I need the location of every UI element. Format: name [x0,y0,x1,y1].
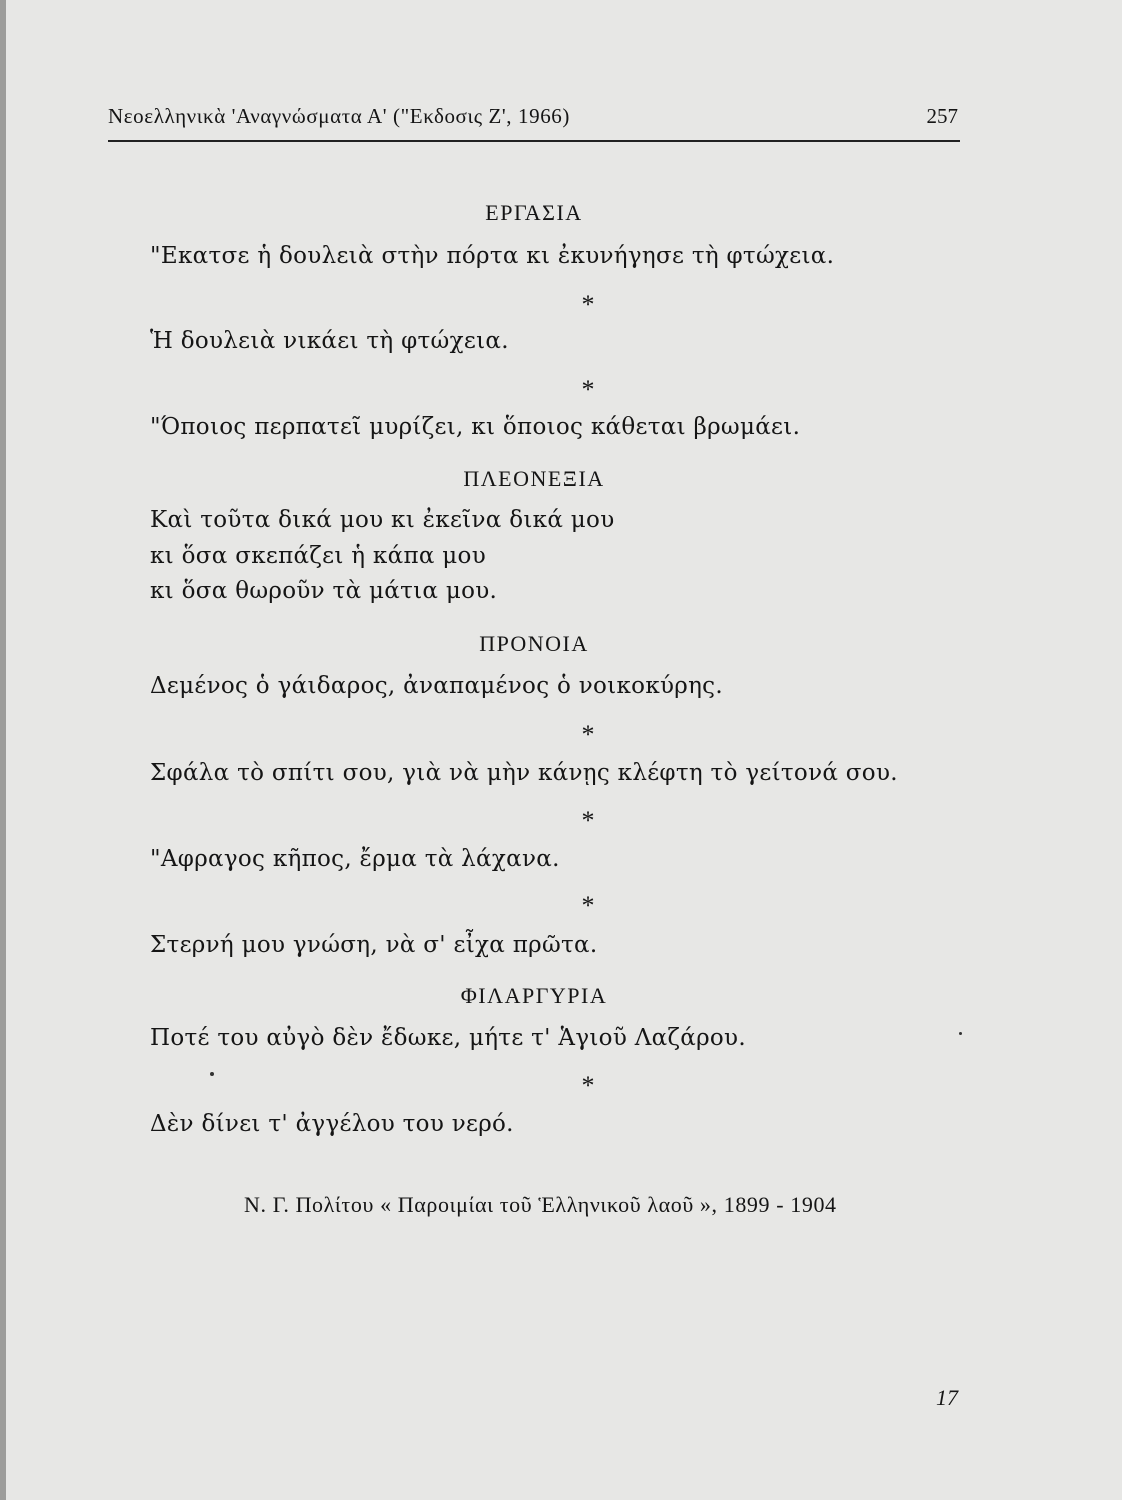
section-heading: ΕΡΓΑΣΙΑ [485,200,583,225]
section-heading: ΦΙΛΑΡΓΥΡΙΑ [460,983,608,1008]
verse-line: κι ὅσα σκεπάζει ἡ κάπα μου [150,543,486,569]
printer-signature-number: 17 [936,1385,958,1410]
separator-asterisk: * [581,720,595,749]
separator-asterisk: * [581,375,595,404]
separator-asterisk: * [581,806,595,835]
section-heading: ΠΡΟΝΟΙΑ [479,631,589,656]
proverb-line: "Εκατσε ἡ δουλειὰ στὴν πόρτα κι ἐκυνήγησε τὴ φτώχεια. [150,243,835,269]
proverb-line: "Όποιος περπατεῖ μυρίζει, κι ὅποιος κάθεται βρωμάει. [150,414,801,440]
proverb-line: Σφάλα τὸ σπίτι σου, γιὰ νὰ μὴν κάνῃς κλέφτη τὸ γείτονά σου. [150,760,898,786]
proverb-line: "Αφραγος κῆπος, ἔρμα τὰ λάχανα. [150,846,560,872]
header-title: Νεοελληνικὰ 'Αναγνώσματα Α' ("Εκδοσις Ζ', 1966) [108,104,570,128]
print-speck [210,1072,214,1076]
verse-line: κι ὅσα θωροῦν τὰ μάτια μου. [150,578,498,604]
page-edge-shadow [0,0,6,1500]
section-heading: ΠΛΕΟΝΕΞΙΑ [463,466,605,491]
proverb-line: Στερνή μου γνώση, νὰ σ' εἶχα πρῶτα. [150,932,598,958]
proverb-line: Δὲν δίνει τ' ἀγγέλου του νερό. [150,1111,514,1137]
separator-asterisk: * [581,1071,595,1100]
running-header [108,100,960,142]
proverb-line: Ἡ δουλειὰ νικάει τὴ φτώχεια. [150,328,509,354]
separator-asterisk: * [581,891,595,920]
verse-line: Καὶ τοῦτα δικά μου κι ἐκεῖνα δικά μου [150,507,615,533]
header-page-number: 257 [926,104,958,128]
proverb-line: Δεμένος ὁ γάιδαρος, ἀναπαμένος ὁ νοικοκύρης. [150,673,723,699]
separator-asterisk: * [581,290,595,319]
print-speck [959,1032,962,1035]
source-citation: Ν. Γ. Πολίτου « Παροιμίαι τοῦ Ἑλληνικοῦ λαοῦ », 1899 - 1904 [244,1192,837,1217]
proverb-line: Ποτέ του αὐγὸ δὲν ἔδωκε, μήτε τ' Ἁγιοῦ Λαζάρου. [150,1025,746,1051]
